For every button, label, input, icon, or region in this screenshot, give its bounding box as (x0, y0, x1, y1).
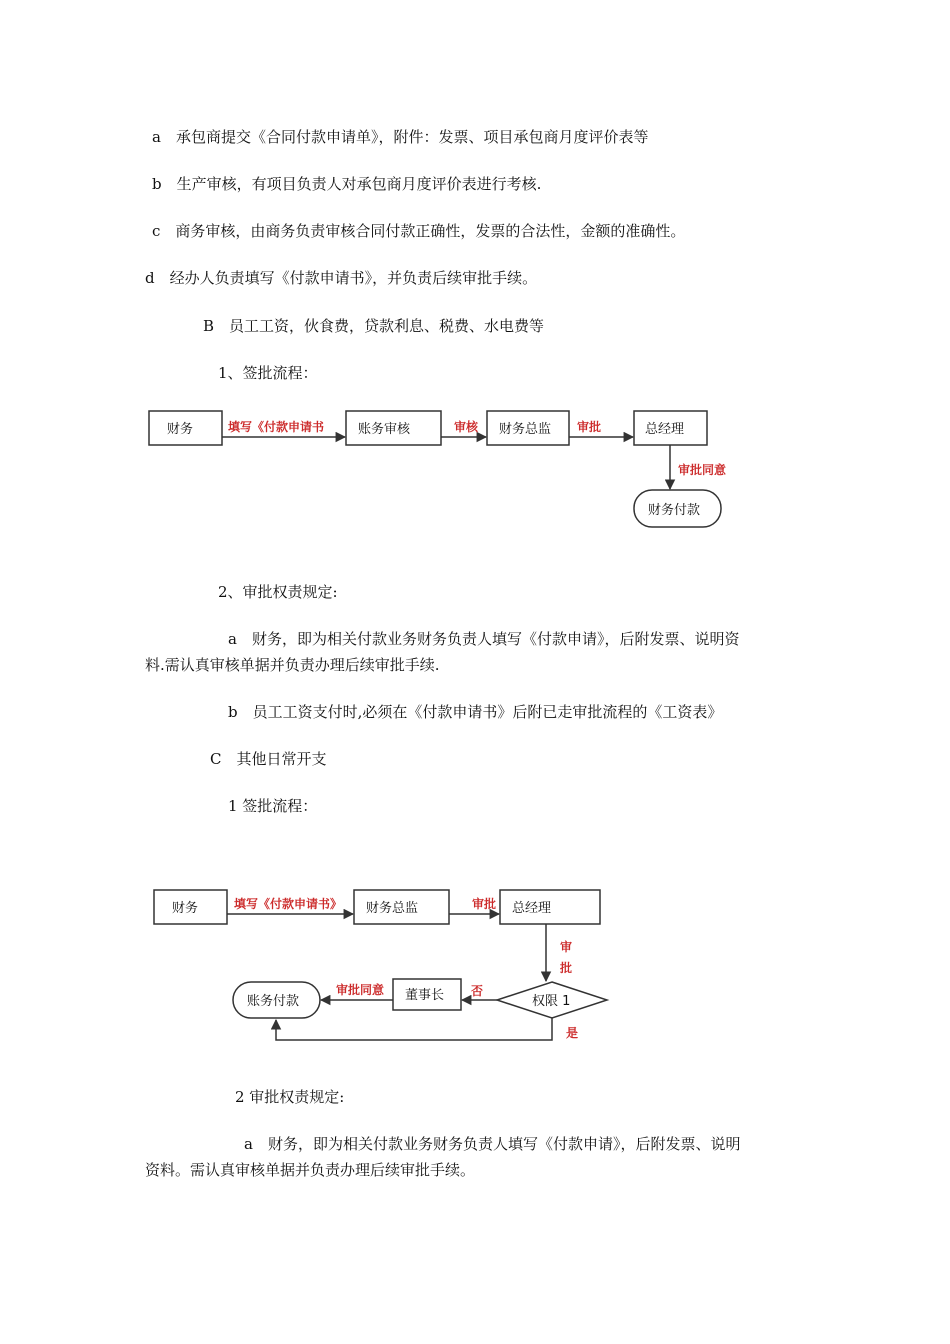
node2-dongshizhang-label: 董事长 (405, 988, 445, 1003)
node2-zongjingli (500, 890, 600, 924)
edge2-fill-form-label: 填写《付款申请书》 (234, 897, 343, 911)
node2-caiwu-label: 财务 (172, 901, 199, 916)
node-fukuan-label: 财务付款 (648, 503, 701, 518)
node-zongjingli-label: 总经理 (645, 422, 685, 437)
edge2-no-label: 否 (471, 984, 484, 998)
node2-zongjingli-label: 总经理 (512, 901, 552, 916)
node2-fukuan-label: 账务付款 (247, 994, 300, 1009)
node-zhangwu-label: 账务审核 (358, 422, 411, 437)
item-a-submit: a 承包商提交《合同付款申请单》，附件：发票、项目承包商月度评价表等 (152, 128, 649, 146)
responsibility-heading-1: 2、审批权责规定: (218, 583, 338, 601)
edge-review-label: 审核 (454, 420, 479, 434)
edge-fill-form-label: 填写《付款申请书 (228, 420, 325, 434)
node2-quanxian-label: 权限 1 (532, 994, 571, 1009)
edge-approve-label: 审批 (577, 420, 602, 434)
resp2-a-line2: 资料。需认真审核单据并负责办理后续审批手续。 (145, 1161, 476, 1179)
edge2-down-label-2: 批 (560, 961, 573, 975)
node2-fukuan (233, 982, 320, 1018)
node2-zongjian-label: 财务总监 (366, 901, 419, 916)
node2-caiwu (154, 890, 227, 924)
node2-dongshizhang (393, 979, 461, 1010)
resp2-a-line1: a 财务，即为相关付款业务财务负责人填写《付款申请》，后附发票、说明 (244, 1135, 741, 1153)
edge2-down-label-1: 审 (560, 940, 573, 954)
item-b-production-review: b 生产审核，有项目负责人对承包商月度评价表进行考核. (152, 175, 542, 193)
approval-flow-heading-1: 1、签批流程： (218, 364, 318, 382)
edge-agree-label: 审批同意 (678, 463, 727, 477)
edge2-yes-label: 是 (566, 1026, 579, 1040)
section-b-heading: B 员工工资，伙食费，贷款利息、税费、水电费等 (203, 317, 545, 335)
edge2-approve-label: 审批 (472, 897, 497, 911)
item-d-handler: d 经办人负责填写《付款申请书》，并负责后续审批手续。 (145, 269, 538, 287)
responsibility-heading-2: 2 审批权责规定: (235, 1088, 345, 1106)
section-c-heading: C 其他日常开支 (210, 750, 327, 768)
node-caiwu-label: 财务 (167, 422, 194, 437)
resp-a-line1: a 财务，即为相关付款业务财务负责人填写《付款申请》，后附发票、说明资 (228, 630, 740, 648)
resp-b-salary: b 员工工资支付时,必须在《付款申请书》后附已走审批流程的《工资表》 (228, 703, 723, 721)
node-zongjian-label: 财务总监 (499, 422, 552, 437)
approval-flow-heading-2: 1 签批流程： (228, 797, 318, 815)
edge2-yes (276, 1018, 552, 1040)
resp-a-line2: 料.需认真审核单据并负责办理后续审批手续. (145, 656, 440, 674)
edge2-agree-label: 审批同意 (336, 983, 385, 997)
node2-zongjian (354, 890, 449, 924)
node2-quanxian (497, 982, 607, 1018)
item-c-business-review: c 商务审核，由商务负责审核合同付款正确性，发票的合法性，金额的准确性。 (152, 222, 686, 240)
